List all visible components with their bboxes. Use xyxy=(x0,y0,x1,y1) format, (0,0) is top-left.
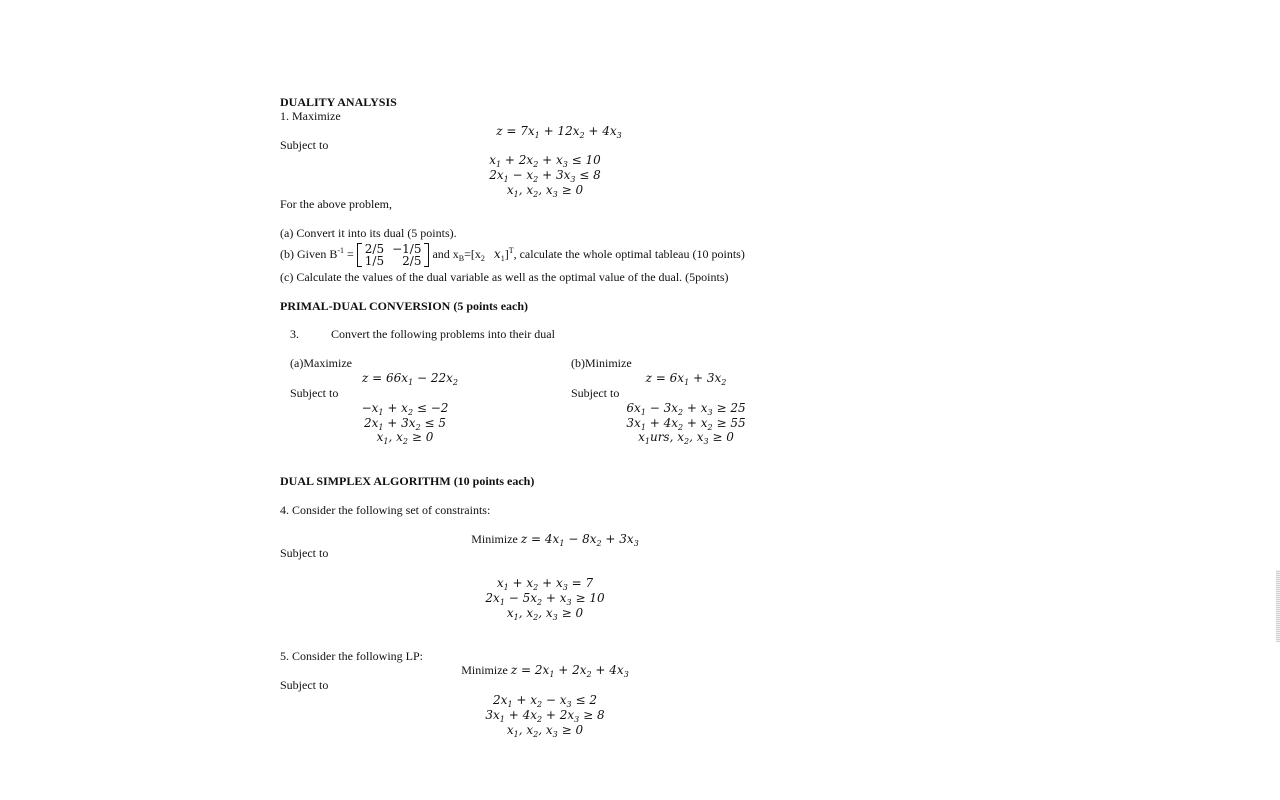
matrix-cell: 2/5 xyxy=(402,254,422,269)
q4-subject-to: Subject to xyxy=(280,546,329,560)
q5-constraint-1: $2x_1 + x_2 - x_3 \le 2$ xyxy=(493,693,597,709)
part-b-prefix: (b) Given B xyxy=(280,247,338,261)
part-b-T: T xyxy=(508,246,514,255)
q1-part-c: (c) Calculate the values of the dual variable as well as the optimal value of the dual. (5points) xyxy=(280,270,729,284)
part-b-suffix: , calculate the whole optimal tableau (10 points) xyxy=(513,247,745,261)
scrollbar-thumb[interactable] xyxy=(1276,570,1280,642)
q4-constraint-1: $x_1 + x_2 + x_3 = 7$ xyxy=(496,576,594,592)
q3b-constraint-1: $6x_1 - 3x_2 + x_3 \ge 25$ xyxy=(626,401,746,417)
part-b-mid: and x xyxy=(432,247,459,261)
q1-subject-to: Subject to xyxy=(280,138,329,152)
q3a-objective: $z = 66x_1 - 22x_2$ xyxy=(362,371,458,387)
q1-heading: 1. Maximize xyxy=(280,109,341,123)
q4-heading: 4. Consider the following set of constraints: xyxy=(280,503,491,517)
q3b-nonnegativity: $x_1urs$, $x_2$, $x_3 \ge 0$ xyxy=(638,430,734,446)
section-title-dual-simplex: DUAL SIMPLEX ALGORITHM (10 points each) xyxy=(280,474,535,488)
q4-constraint-2: $2x_1 - 5x_2 + x_3 \ge 10$ xyxy=(485,591,605,607)
q3a-constraint-2: $2x_1 + 3x_2 \le 5$ xyxy=(363,416,447,432)
q3-text: Convert the following problems into their dual xyxy=(331,327,555,341)
q3a-subject-to: Subject to xyxy=(290,386,339,400)
matrix-cell: 2/5 xyxy=(364,242,385,257)
q1-nonnegativity: $x_1$, $x_2$, $x_3 \ge 0$ xyxy=(506,183,584,199)
q5-nonnegativity: $x_1$, $x_2$, $x_3 \ge 0$ xyxy=(506,723,584,739)
q4-minimize-word: Minimize xyxy=(471,532,518,546)
q5-subject-to: Subject to xyxy=(280,678,329,692)
b-inverse-matrix xyxy=(357,243,430,267)
q3b-subject-to: Subject to xyxy=(571,386,620,400)
matrix-cell: −1/5 xyxy=(392,242,422,257)
q1-part-b: (b) Given $B^{-1}$ = 2/5 −1/5 1/5 2/5 and $x_B=[x_2$ $x_1]^T$, calculate the whole optimal tableau (10 points) xyxy=(280,242,745,269)
q1-for-above: For the above problem, xyxy=(280,197,392,211)
section-title-duality: DUALITY ANALYSIS xyxy=(280,95,397,109)
q5-objective: Minimize $z = 2x_1 + 2x_2 + 4x_3$ xyxy=(461,663,629,679)
q3-number: 3. xyxy=(290,327,299,341)
q5-heading: 5. Consider the following LP: xyxy=(280,649,423,663)
q1-constraint-1: $x_1 + 2x_2 + x_3 \le 10$ xyxy=(489,153,601,169)
q3b-label: (b)Minimize xyxy=(571,356,632,370)
matrix-cell: 1/5 xyxy=(364,254,385,269)
q4-objective: Minimize $z = 4x_1 - 8x_2 + 3x_3$ xyxy=(471,532,639,548)
q3a-constraint-1: $-x_1 + x_2 \le -2$ xyxy=(361,401,449,417)
q5-constraint-2: $3x_1 + 4x_2 + 2x_3 \ge 8$ xyxy=(485,708,605,724)
q3b-constraint-2: $3x_1 + 4x_2 + x_2 \ge 55$ xyxy=(626,416,746,432)
part-b-eq: = xyxy=(344,247,354,261)
section-title-primal-dual: PRIMAL-DUAL CONVERSION (5 points each) xyxy=(280,299,529,313)
q5-minimize-word: Minimize xyxy=(461,663,508,677)
q1-objective: $z = 7x_1 + 12x_2 + 4x_3$ xyxy=(496,124,622,140)
q1-constraint-2: $2x_1 - x_2 + 3x_3 \le 8$ xyxy=(489,168,601,184)
q4-nonnegativity: $x_1$, $x_2$, $x_3 \ge 0$ xyxy=(506,606,584,622)
q3a-label: (a)Maximize xyxy=(290,356,352,370)
part-b-vec-1: 1 xyxy=(500,254,505,263)
part-b-vec-2: 2 xyxy=(480,254,485,263)
q3b-objective: $z = 6x_1 + 3x_2$ xyxy=(645,371,727,387)
q3a-nonnegativity: $x_1$, $x_2 \ge 0$ xyxy=(376,430,434,446)
part-b-inv: -1 xyxy=(337,246,344,255)
part-b-sub: B xyxy=(458,254,465,263)
part-b-eq2: =[x xyxy=(464,247,481,261)
q1-part-a: (a) Convert it into its dual (5 points). xyxy=(280,226,457,240)
